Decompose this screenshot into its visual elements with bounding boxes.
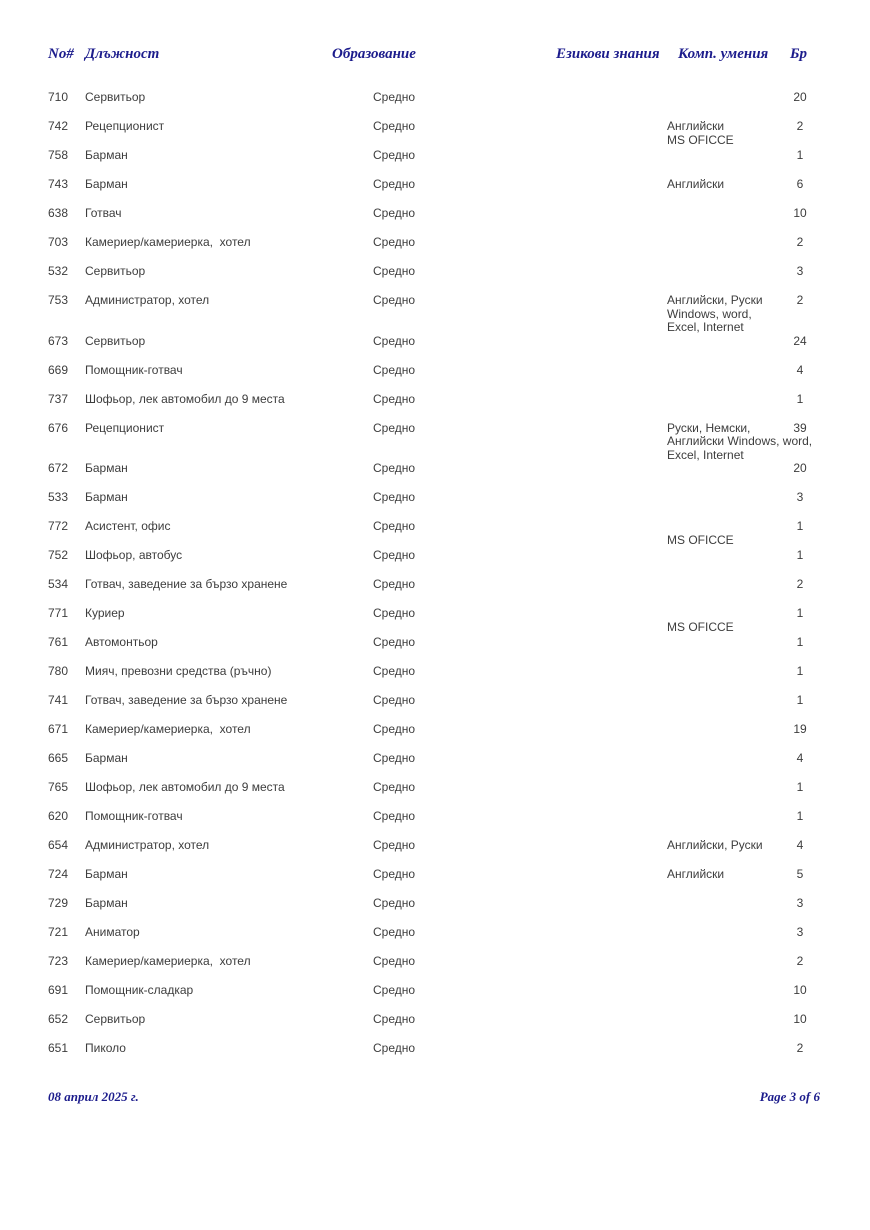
row-position: Асистент, офис	[85, 519, 171, 533]
row-number: 710	[48, 90, 69, 104]
table-row	[0, 462, 870, 491]
row-number: 729	[48, 896, 69, 910]
row-position: Шофьор, лек автомобил до 9 места	[85, 780, 285, 794]
row-position: Куриер	[85, 606, 125, 620]
row-count: 1	[796, 635, 804, 649]
row-count: 24	[793, 333, 807, 348]
row-position: Рецепционист	[85, 119, 165, 133]
row-position: Помощник-сладкар	[85, 983, 194, 997]
table-row	[0, 897, 870, 926]
row-count: 10	[793, 206, 807, 220]
row-position: Помощник-готвач	[85, 809, 183, 823]
row-number: 771	[48, 606, 69, 620]
row-skills	[667, 178, 780, 192]
row-position: Автомонтьор	[85, 635, 158, 649]
footer-date: 08 април 2025 г.	[48, 1089, 139, 1104]
row-education: Средно	[373, 90, 416, 104]
table-row	[0, 207, 870, 236]
skills-line: Windows, word,	[667, 306, 752, 321]
table-row	[0, 723, 870, 752]
table-row	[0, 149, 870, 178]
row-position: Мияч, превозни средства (ръчно)	[85, 664, 272, 678]
skills-line: Английски, Руски	[667, 838, 763, 852]
table-row	[0, 236, 870, 265]
table-row	[0, 1042, 870, 1071]
row-education: Средно	[373, 293, 416, 307]
row-number: 737	[48, 391, 69, 406]
table-row	[0, 393, 870, 422]
row-count: 39	[793, 420, 807, 435]
row-education: Средно	[373, 896, 416, 910]
table-row	[0, 1013, 870, 1042]
row-count: 2	[796, 954, 804, 968]
table-row	[0, 91, 870, 120]
table-row	[0, 984, 870, 1013]
column-header-languages: Езикови знания	[556, 46, 660, 62]
row-count: 3	[796, 490, 804, 504]
row-number: 772	[48, 519, 69, 533]
row-education: Средно	[373, 925, 416, 939]
table-row	[0, 120, 870, 149]
row-count: 4	[796, 362, 804, 377]
row-count: 2	[796, 1041, 804, 1055]
row-position: Барман	[85, 148, 128, 162]
table-row	[0, 578, 870, 607]
row-number: 651	[48, 1041, 69, 1055]
row-count: 1	[796, 148, 804, 162]
row-count: 5	[796, 867, 804, 881]
row-education: Средно	[373, 119, 416, 133]
row-education: Средно	[373, 751, 416, 765]
row-education: Средно	[373, 1012, 416, 1026]
row-education: Средно	[373, 1041, 416, 1055]
row-education: Средно	[373, 420, 416, 435]
row-position: Камериер/камериерка, хотел	[85, 954, 251, 968]
table-row	[0, 955, 870, 984]
row-position: Камериер/камериерка, хотел	[85, 722, 251, 736]
row-number: 721	[48, 925, 69, 939]
row-count: 3	[796, 925, 804, 939]
row-number: 780	[48, 664, 69, 678]
row-education: Средно	[373, 606, 416, 620]
row-number: 534	[48, 577, 69, 591]
row-number: 620	[48, 809, 69, 823]
row-skills	[667, 607, 780, 634]
row-education: Средно	[373, 177, 416, 191]
row-position: Барман	[85, 177, 128, 191]
row-count: 1	[796, 391, 804, 406]
row-count: 2	[796, 119, 804, 133]
row-number: 752	[48, 548, 69, 562]
table-row	[0, 178, 870, 207]
row-number: 672	[48, 461, 69, 475]
row-number: 669	[48, 362, 69, 377]
row-education: Средно	[373, 780, 416, 794]
row-position: Камериер/камериерка, хотел	[85, 235, 251, 249]
row-education: Средно	[373, 548, 416, 562]
row-position: Готвач, заведение за бързо хранене	[85, 577, 288, 591]
row-count: 2	[796, 577, 804, 591]
skills-line: Руски, Немски,	[667, 420, 751, 435]
row-number: 724	[48, 867, 69, 881]
row-count: 2	[796, 235, 804, 249]
row-position: Сервитьор	[85, 90, 146, 104]
row-education: Средно	[373, 206, 416, 220]
row-education: Средно	[373, 809, 416, 823]
column-header-count: Бр	[790, 46, 808, 62]
table-row	[0, 364, 870, 393]
row-number: 533	[48, 490, 69, 504]
row-education: Средно	[373, 391, 416, 406]
row-count: 10	[793, 1012, 807, 1026]
skills-line: MS OFICCE	[667, 532, 734, 547]
column-header-computer: Комп. умения	[678, 46, 769, 62]
skills-line: Английски Windows, word,	[667, 434, 813, 448]
row-count: 10	[793, 983, 807, 997]
row-position: Администратор, хотел	[85, 838, 210, 852]
row-skills	[667, 839, 780, 853]
table-row	[0, 294, 870, 335]
skills-line: MS OFICCE	[667, 132, 734, 147]
row-number: 758	[48, 148, 69, 162]
row-number: 741	[48, 693, 69, 707]
row-count: 4	[796, 838, 804, 852]
row-position: Барман	[85, 867, 128, 881]
table-row	[0, 752, 870, 781]
row-number: 753	[48, 293, 69, 307]
table-row	[0, 607, 870, 636]
table-row	[0, 868, 870, 897]
footer-page-number: Page 3 of 6	[759, 1089, 820, 1104]
row-education: Средно	[373, 148, 416, 162]
row-position: Сервитьор	[85, 264, 146, 278]
row-number: 761	[48, 635, 69, 649]
row-education: Средно	[373, 838, 416, 852]
row-position: Барман	[85, 490, 128, 504]
row-education: Средно	[373, 983, 416, 997]
row-education: Средно	[373, 577, 416, 591]
row-position: Барман	[85, 461, 128, 475]
row-education: Средно	[373, 235, 416, 249]
row-education: Средно	[373, 519, 416, 533]
row-position: Сервитьор	[85, 1012, 146, 1026]
table-row	[0, 694, 870, 723]
row-number: 671	[48, 722, 69, 736]
skills-line: Excel, Internet	[667, 320, 744, 334]
row-number: 723	[48, 954, 69, 968]
column-header-no: No#	[48, 46, 74, 62]
row-number: 532	[48, 264, 69, 278]
row-education: Средно	[373, 954, 416, 968]
row-count: 2	[796, 293, 804, 307]
row-count: 19	[793, 722, 807, 736]
row-position: Готвач	[85, 206, 122, 220]
row-education: Средно	[373, 333, 416, 348]
row-education: Средно	[373, 693, 416, 707]
row-count: 4	[796, 751, 804, 765]
row-position: Аниматор	[85, 925, 140, 939]
row-count: 20	[793, 461, 807, 475]
column-header-position: Длъжност	[85, 46, 160, 62]
row-position: Сервитьор	[85, 333, 146, 348]
row-education: Средно	[373, 722, 416, 736]
table-row	[0, 335, 870, 364]
table-row	[0, 520, 870, 549]
row-education: Средно	[373, 264, 416, 278]
row-count: 1	[796, 606, 804, 620]
row-position: Администратор, хотел	[85, 293, 210, 307]
table-row	[0, 265, 870, 294]
row-number: 742	[48, 119, 69, 133]
skills-line	[667, 607, 780, 621]
row-count: 1	[796, 664, 804, 678]
row-number: 673	[48, 333, 69, 348]
table-header-row	[0, 46, 870, 66]
table-row	[0, 491, 870, 520]
row-education: Средно	[373, 362, 416, 377]
row-education: Средно	[373, 664, 416, 678]
row-count: 3	[796, 896, 804, 910]
row-skills	[667, 294, 780, 335]
row-count: 20	[793, 90, 807, 104]
table-row	[0, 781, 870, 810]
table-row	[0, 926, 870, 955]
table-row	[0, 839, 870, 868]
row-education: Средно	[373, 461, 416, 475]
row-position: Помощник-готвач	[85, 362, 183, 377]
row-number: 652	[48, 1012, 69, 1026]
row-number: 638	[48, 206, 69, 220]
row-count: 1	[796, 548, 804, 562]
row-education: Средно	[373, 635, 416, 649]
table-row	[0, 422, 870, 463]
table-row	[0, 549, 870, 578]
table-body	[0, 91, 870, 1071]
row-position: Шофьор, лек автомобил до 9 места	[85, 391, 285, 406]
row-position: Барман	[85, 751, 128, 765]
row-count: 3	[796, 264, 804, 278]
table-row	[0, 810, 870, 839]
row-number: 665	[48, 751, 69, 765]
row-education: Средно	[373, 490, 416, 504]
row-count: 1	[796, 519, 804, 533]
row-position: Пиколо	[85, 1041, 126, 1055]
skills-line: Английски	[667, 177, 725, 191]
row-skills	[667, 520, 780, 547]
row-education: Средно	[373, 867, 416, 881]
skills-line: Английски, Руски	[667, 293, 763, 307]
row-position: Рецепционист	[85, 420, 165, 435]
row-skills	[667, 120, 780, 147]
table-row	[0, 636, 870, 665]
row-position: Барман	[85, 896, 128, 910]
table-row	[0, 665, 870, 694]
row-number: 676	[48, 420, 69, 435]
row-count: 6	[796, 177, 804, 191]
row-count: 1	[796, 780, 804, 794]
row-number: 654	[48, 838, 69, 852]
row-position: Шофьор, автобус	[85, 548, 183, 562]
skills-line: MS OFICCE	[667, 619, 734, 634]
row-number: 765	[48, 780, 69, 794]
skills-line	[667, 520, 780, 534]
row-count: 1	[796, 693, 804, 707]
row-number: 743	[48, 177, 69, 191]
column-header-education: Образование	[332, 46, 416, 62]
row-number: 691	[48, 983, 69, 997]
skills-line: Английски	[667, 119, 725, 133]
row-count: 1	[796, 809, 804, 823]
row-skills	[667, 868, 780, 882]
row-number: 703	[48, 235, 69, 249]
skills-line: Excel, Internet	[667, 447, 744, 462]
row-position: Готвач, заведение за бързо хранене	[85, 693, 288, 707]
skills-line: Английски	[667, 867, 725, 881]
